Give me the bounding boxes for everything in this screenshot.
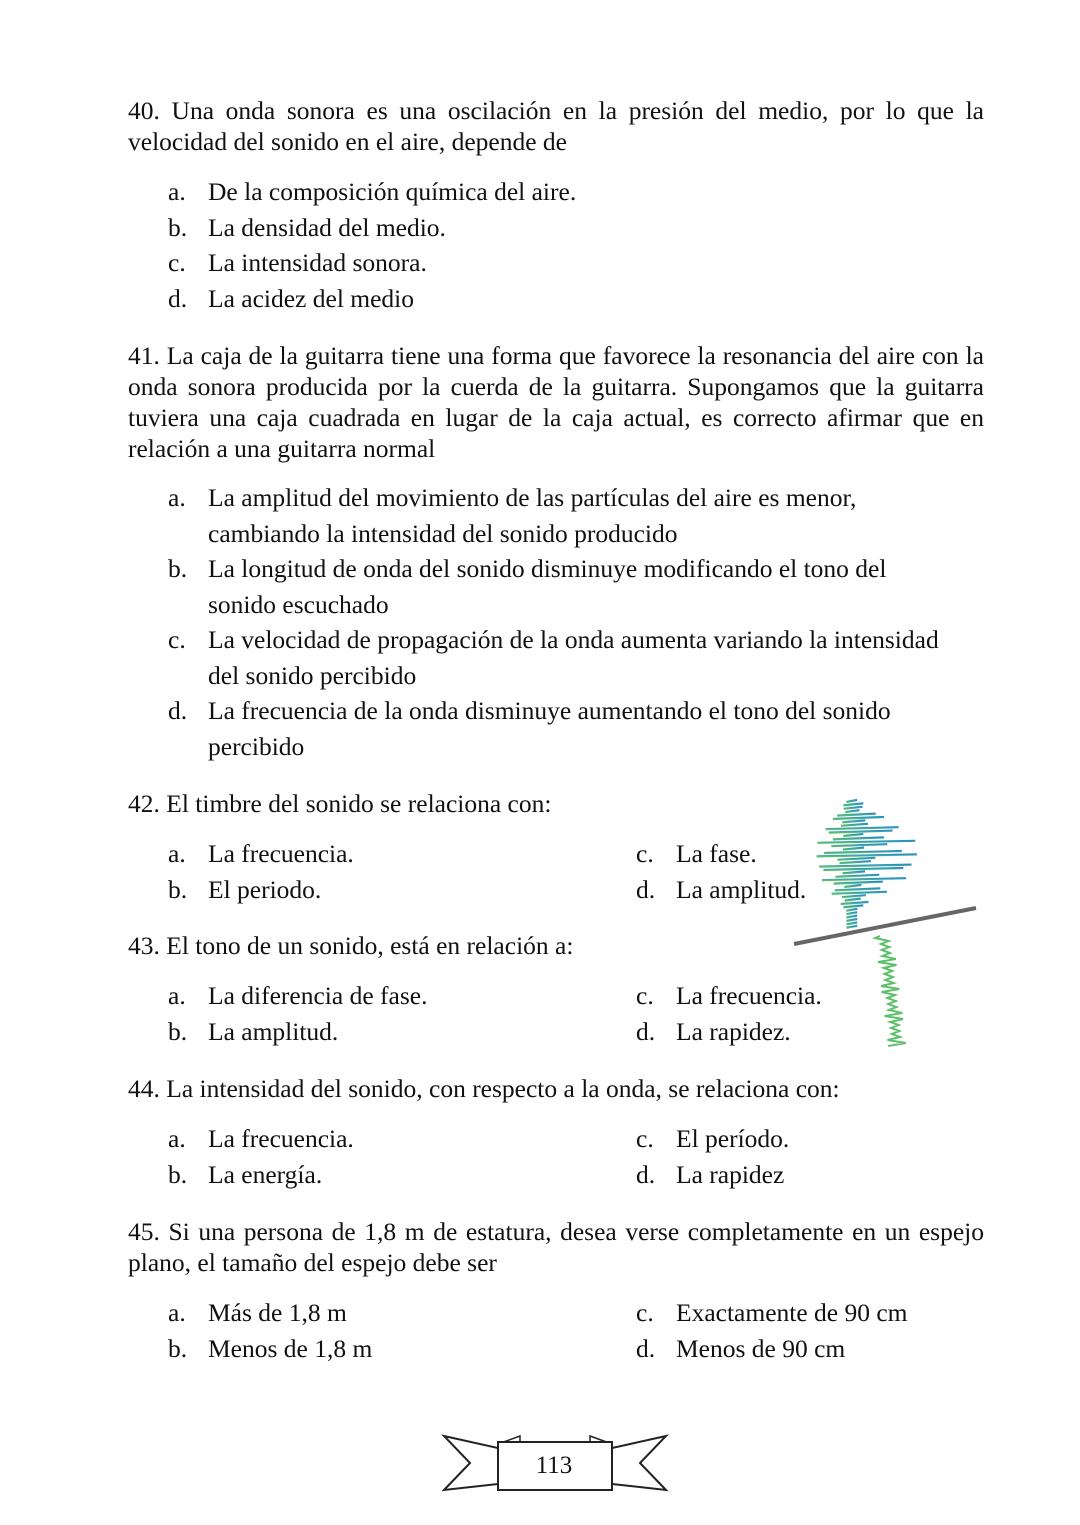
question-44-stem: 44. La intensidad del sonido, con respecto a la onda, se relaciona con: <box>128 1074 840 1103</box>
wave-stroke <box>843 848 864 850</box>
wave-axis-line <box>794 908 976 944</box>
wave-stroke <box>841 902 869 904</box>
wave-stroke <box>846 919 857 921</box>
question-45-stem: 45. Si una persona de 1,8 m de estatura, desea verse completamente en un espejo plano, el tamaño del espejo debe ser <box>128 1217 984 1277</box>
wave-stroke <box>844 807 863 809</box>
wave-stroke <box>823 868 903 870</box>
wave-stroke <box>845 899 861 901</box>
option-44-b: b. La energía. <box>168 1159 323 1189</box>
page-number-banner <box>440 1430 670 1496</box>
wave-stroke <box>824 851 902 853</box>
wave-tail-stroke <box>875 936 906 1046</box>
option-42-b: b. El periodo. <box>168 874 322 904</box>
wave-stroke <box>846 800 857 802</box>
option-40-c: c. La intensidad sonora. <box>168 248 427 277</box>
option-45-d: d. Menos de 90 cm <box>636 1333 846 1363</box>
wave-stroke <box>831 844 887 846</box>
wave-stroke <box>833 817 884 819</box>
wave-stroke <box>846 912 857 914</box>
option-41-a: a. La amplitud del movimiento de las partículas del aire es menor, cambiando la intensidad del sonido producido <box>168 483 857 548</box>
option-40-b: b. La densidad del medio. <box>168 212 446 242</box>
option-43-c: c. La frecuencia. <box>636 981 822 1010</box>
option-43-a: a. La diferencia de fase. <box>168 981 428 1010</box>
wave-tail <box>875 936 906 1046</box>
option-41-c: c. La velocidad de propagación de la onda aumenta variando la intensidad del sonido percibido <box>168 625 939 690</box>
wave-stroke <box>817 854 917 856</box>
option-41-d: d. La frecuencia de la onda disminuye aumentando el tono del sonido percibido <box>168 696 891 761</box>
option-43-d: d. La rapidez. <box>636 1016 791 1046</box>
wave-stroke <box>835 875 879 877</box>
option-42-c: c. La fase. <box>636 839 757 868</box>
option-45-c: c. Exactamente de 90 cm <box>636 1298 908 1327</box>
wave-stroke <box>843 834 863 836</box>
wave-stroke <box>829 831 893 833</box>
question-44 <box>128 1073 984 1104</box>
question-41 <box>128 340 984 464</box>
wave-stroke <box>833 837 884 839</box>
question-45-options <box>128 1295 984 1366</box>
question-44-options <box>128 1121 984 1192</box>
wave-stroke <box>845 810 859 812</box>
question-40 <box>128 95 984 157</box>
option-44-d: d. La rapidez <box>636 1159 785 1189</box>
wave-stroke <box>842 895 866 897</box>
option-45-a: a. Más de 1,8 m <box>168 1298 347 1327</box>
wave-stroke <box>822 878 906 880</box>
wave-stroke <box>837 858 875 860</box>
page-number: 113 <box>535 1452 573 1479</box>
option-44-a: a. La frecuencia. <box>168 1124 354 1153</box>
wave-stroke <box>843 803 863 805</box>
wave-stroke <box>844 885 861 887</box>
wave-stroke <box>840 861 872 863</box>
option-45-b: b. Menos de 1,8 m <box>168 1333 373 1363</box>
question-45 <box>128 1216 984 1278</box>
option-40-d: d. La acidez del medio <box>168 283 415 313</box>
option-43-b: b. La amplitud. <box>168 1016 339 1046</box>
option-42-a: a. La frecuencia. <box>168 839 354 868</box>
question-41-stem: 41. La caja de la guitarra tiene una forma que favorece la resonancia del aire con la onda sonora producida por la cuerda de la guitarra. Supongamos que la guitarra tuviera una caja cuadrada en lugar de la caja actual, es correcto afirmar que en relación a una guitarra normal <box>128 341 984 463</box>
wave-stroke <box>841 824 868 826</box>
wave-stroke <box>837 814 876 816</box>
wave-stroke <box>834 882 883 884</box>
question-40-options <box>128 174 984 316</box>
wave-stroke <box>846 916 857 918</box>
option-41-b: b. La longitud de onda del sonido disminuye modificando el tono del sonido escuchado <box>168 554 887 619</box>
sound-wave-illustration <box>788 796 980 1052</box>
wave-stroke <box>846 926 857 928</box>
wave-stroke <box>842 820 865 822</box>
wave-stroke <box>817 841 915 843</box>
wave-stroke <box>843 871 866 873</box>
wave-stroke <box>832 892 887 894</box>
wave-stroke <box>819 865 911 867</box>
wave-stroke <box>846 922 857 924</box>
wave-lines <box>817 800 917 928</box>
question-41-options <box>128 480 984 764</box>
question-43-stem: 43. El tono de un sonido, está en relación a: <box>128 931 574 960</box>
option-44-c: c. El período. <box>636 1124 790 1153</box>
wave-stroke <box>843 905 863 907</box>
wave-stroke <box>846 909 857 911</box>
wave-stroke <box>835 888 881 890</box>
wave-stroke <box>826 827 899 829</box>
question-42-stem: 42. El timbre del sonido se relaciona con: <box>128 789 552 818</box>
question-40-stem: 40. Una onda sonora es una oscilación en la presión del medio, por lo que la velocidad del sonido en el aire, depende de <box>128 96 984 156</box>
option-42-d: d. La amplitud. <box>636 874 807 904</box>
option-40-a: a. De la composición química del aire. <box>168 177 577 206</box>
